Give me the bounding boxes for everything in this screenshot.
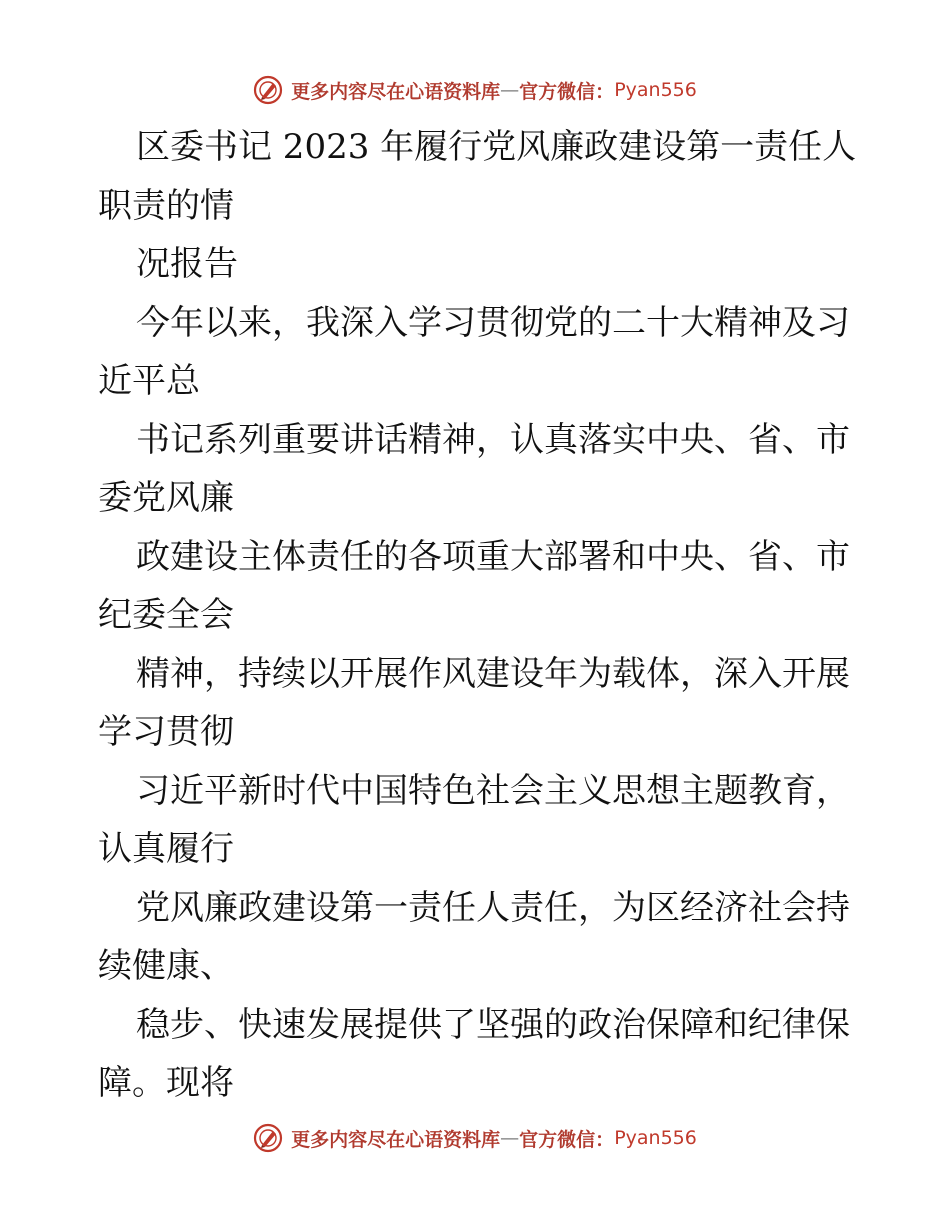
banner-separator: — bbox=[500, 79, 520, 101]
text-line: 职责的情 bbox=[98, 185, 234, 226]
text-line: 委党风廉 bbox=[98, 478, 234, 518]
banner-wechat-label: 官方微信： bbox=[519, 1128, 615, 1151]
text-line: 区委书记 2023 年履行党风廉政建设第一责任人 bbox=[136, 127, 857, 167]
header-banner[interactable] bbox=[0, 70, 950, 110]
text-line: 政建设主体责任的各项重大部署和中央、省、市 bbox=[136, 536, 850, 577]
text-line: 况报告 bbox=[136, 244, 238, 284]
text-line: 书记系列重要讲话精神，认真落实中央、省、市 bbox=[136, 419, 850, 460]
banner-wechat-id: Pyan556 bbox=[614, 1127, 697, 1149]
text-line: 续健康、 bbox=[98, 946, 234, 986]
banner-wechat-id: Pyan556 bbox=[614, 79, 697, 101]
text-line: 认真履行 bbox=[98, 829, 234, 869]
banner-separator: — bbox=[500, 1127, 520, 1149]
text-line: 障。现将 bbox=[98, 1063, 234, 1103]
text-line: 近平总 bbox=[98, 361, 200, 401]
banner-site-name: 更多内容尽在心语资料库 bbox=[291, 1128, 501, 1151]
document-body bbox=[98, 118, 858, 1113]
text-line: 纪委全会 bbox=[98, 595, 234, 635]
text-line: 党风廉政建设第一责任人责任，为区经济社会持 bbox=[136, 887, 850, 928]
banner-wechat-label: 官方微信： bbox=[519, 80, 615, 103]
text-line: 习近平新时代中国特色社会主义思想主题教育， bbox=[136, 770, 850, 811]
text-line: 精神，持续以开展作风建设年为载体，深入开展 bbox=[136, 653, 850, 694]
footer-banner[interactable] bbox=[0, 1118, 950, 1158]
banner-site-name: 更多内容尽在心语资料库 bbox=[291, 80, 501, 103]
text-line: 稳步、快速发展提供了坚强的政治保障和纪律保 bbox=[136, 1004, 850, 1045]
text-line: 学习贯彻 bbox=[98, 712, 234, 752]
text-line: 今年以来，我深入学习贯彻党的二十大精神及习 bbox=[136, 302, 850, 343]
pen-logo-icon bbox=[253, 75, 283, 105]
pen-logo-icon bbox=[253, 1123, 283, 1153]
